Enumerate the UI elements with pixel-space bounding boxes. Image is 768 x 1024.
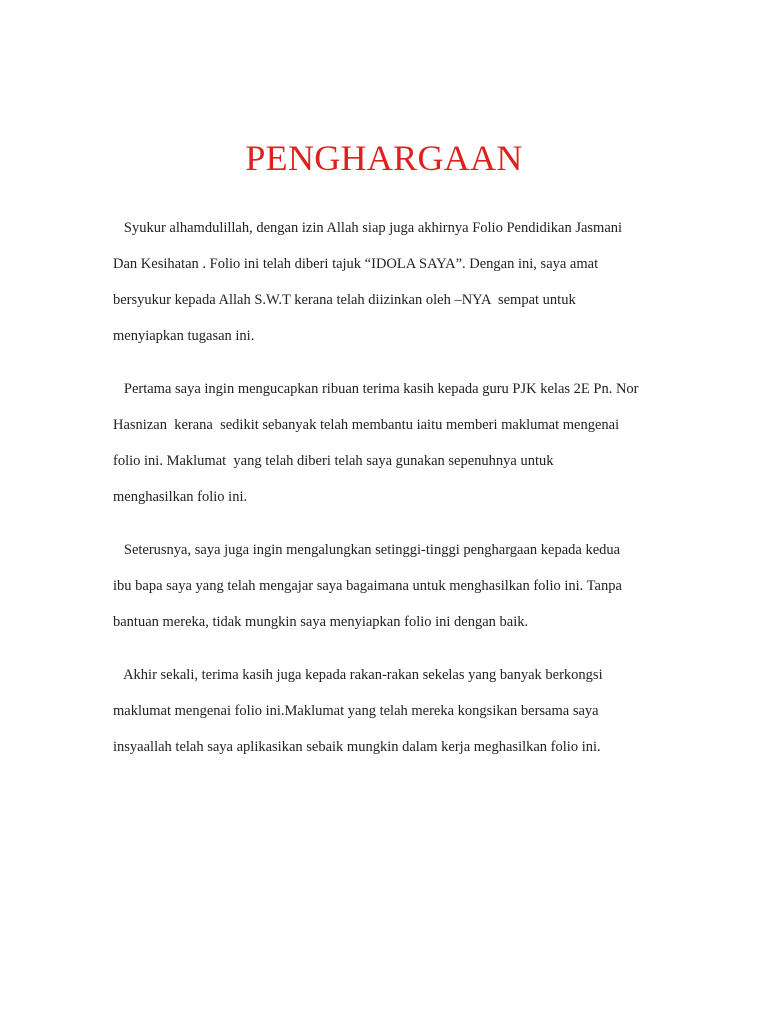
document-body — [113, 210, 673, 782]
paragraph-1 — [113, 210, 673, 354]
page-title: PENGHARGAAN — [245, 138, 523, 178]
paragraph-line: insyaallah telah saya aplikasikan sebaik mungkin dalam kerja meghasilkan folio ini. — [113, 739, 601, 755]
paragraph-4 — [113, 657, 673, 765]
paragraph-line: Dan Kesihatan . Folio ini telah diberi tajuk “IDOLA SAYA”. Dengan ini, saya amat — [113, 256, 599, 272]
paragraph-2 — [113, 371, 673, 515]
paragraph-line: Seterusnya, saya juga ingin mengalungkan setinggi-tinggi penghargaan kepada kedua — [113, 542, 621, 558]
paragraph-line: maklumat mengenai folio ini.Maklumat yang telah mereka kongsikan bersama saya — [113, 703, 599, 719]
paragraph-line: Hasnizan kerana sedikit sebanyak telah membantu iaitu memberi maklumat mengenai — [113, 417, 620, 433]
paragraph-line: bantuan mereka, tidak mungkin saya menyiapkan folio ini dengan baik. — [113, 614, 529, 630]
paragraph-line: Pertama saya ingin mengucapkan ribuan terima kasih kepada guru PJK kelas 2E Pn. Nor — [113, 381, 639, 397]
paragraph-line: folio ini. Maklumat yang telah diberi telah saya gunakan sepenuhnya untuk — [113, 453, 554, 469]
paragraph-line: menghasilkan folio ini. — [113, 489, 248, 505]
paragraph-line: Syukur alhamdulillah, dengan izin Allah siap juga akhirnya Folio Pendidikan Jasmani — [113, 220, 623, 236]
paragraph-line: Akhir sekali, terima kasih juga kepada rakan-rakan sekelas yang banyak berkongsi — [113, 667, 603, 683]
paragraph-line: bersyukur kepada Allah S.W.T kerana telah diizinkan oleh –NYA sempat untuk — [113, 292, 576, 308]
paragraph-line: menyiapkan tugasan ini. — [113, 328, 255, 344]
paragraph-3 — [113, 532, 673, 640]
paragraph-line: ibu bapa saya yang telah mengajar saya bagaimana untuk menghasilkan folio ini. Tanpa — [113, 578, 622, 594]
